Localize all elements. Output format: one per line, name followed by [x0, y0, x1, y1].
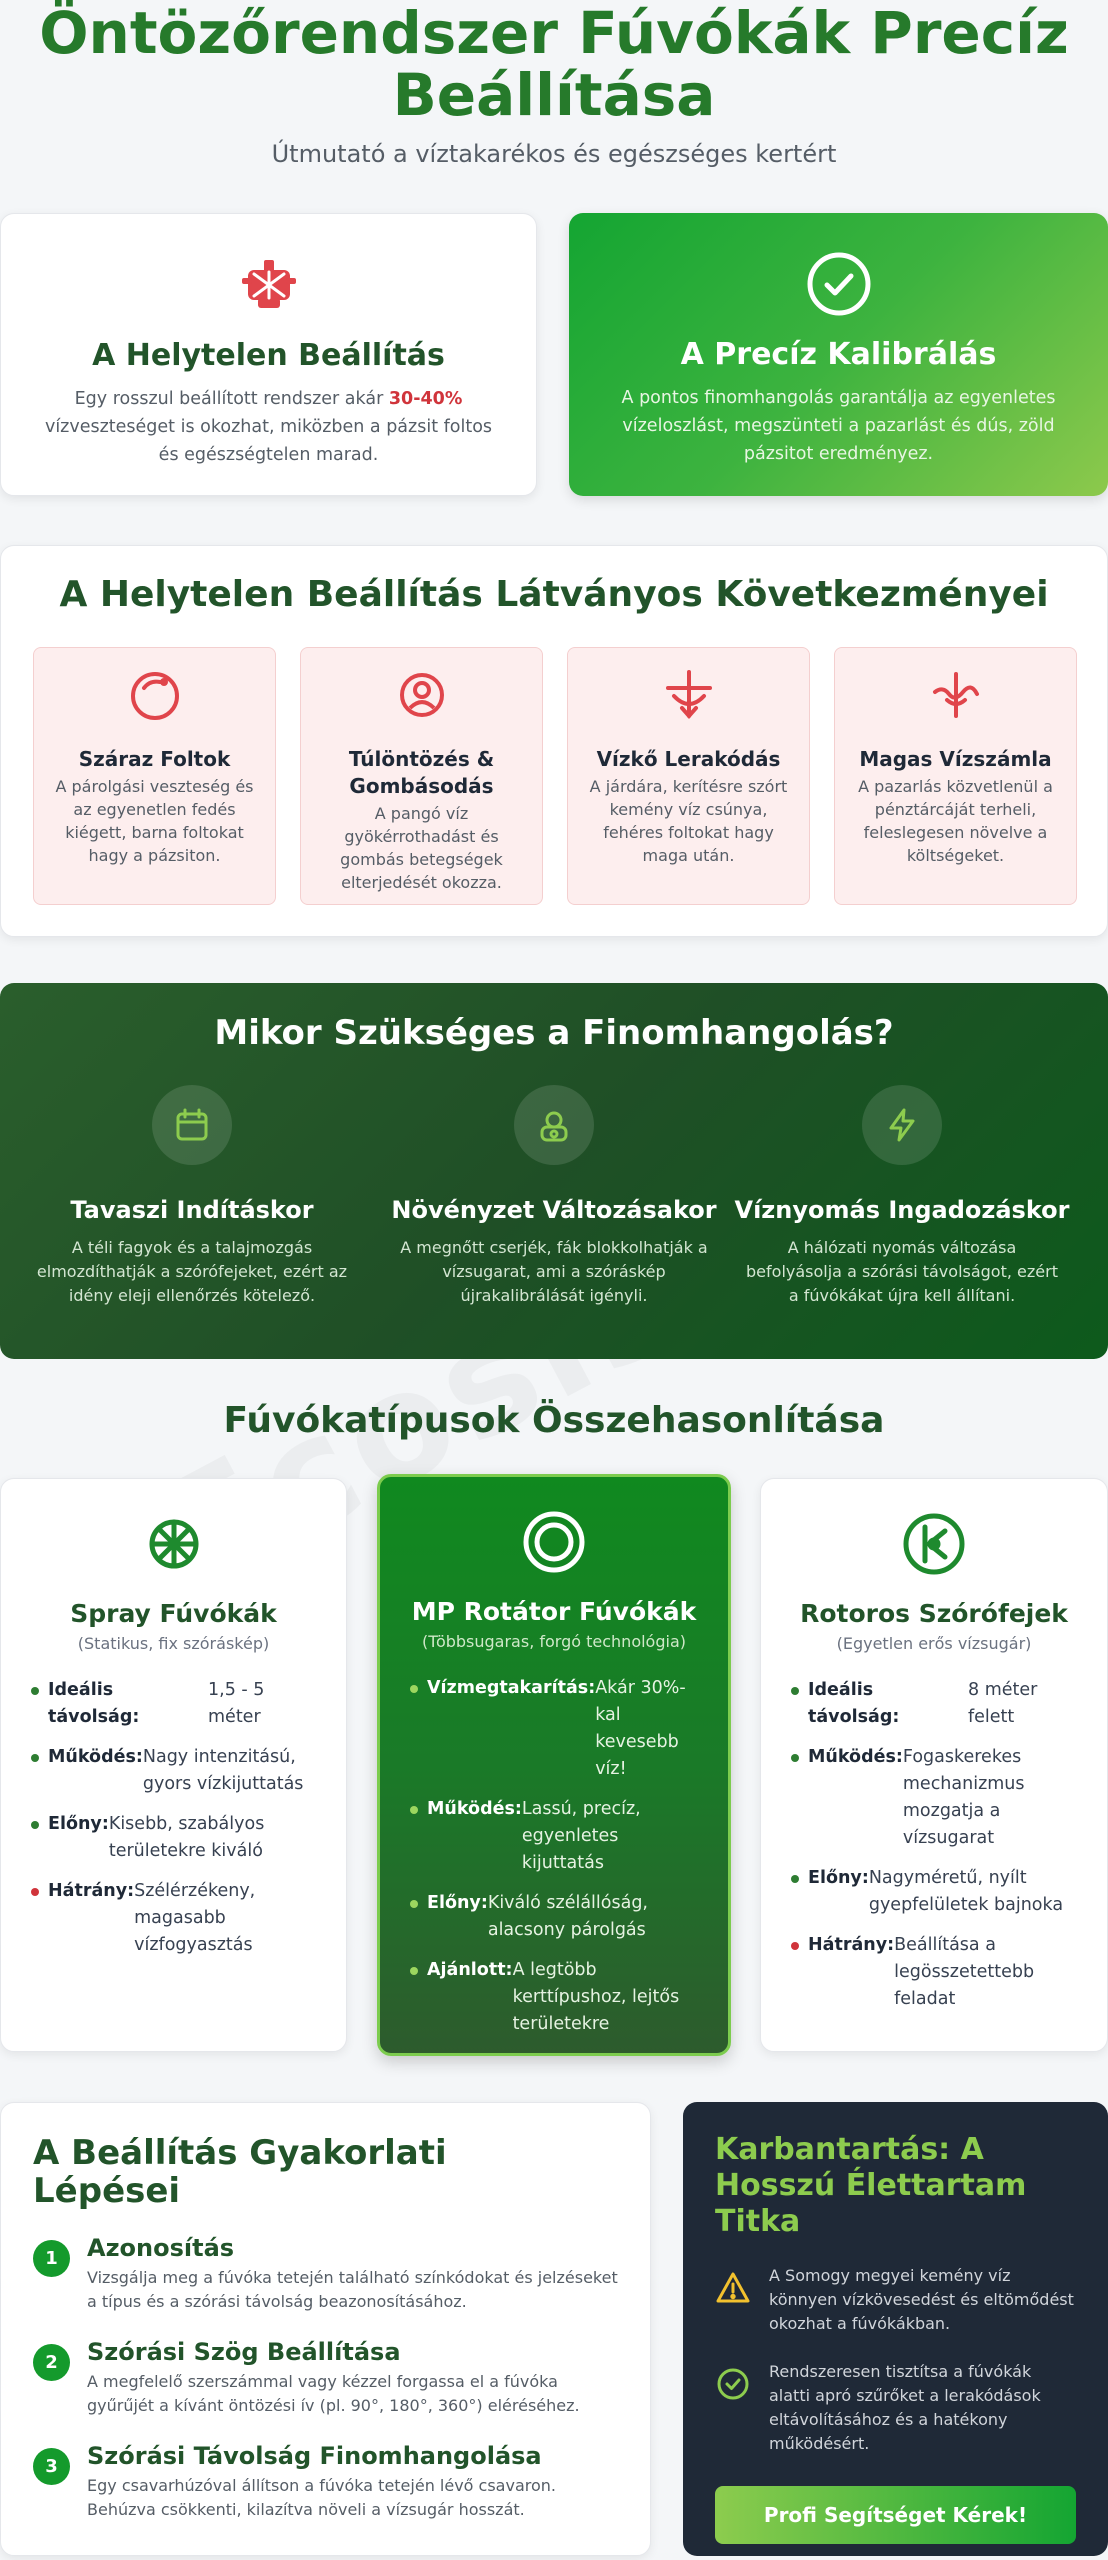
- when-item-text: A téli fagyok és a talajmozgás elmozdíthatják a szórófejeket, ezért az idény eleji ellenőrzés kötelező.: [36, 1238, 348, 1305]
- check-circle-icon: [715, 2366, 751, 2402]
- type-card-rotor: [760, 1478, 1108, 2052]
- step-text: Egy csavarhúzóval állítson a fúvóka tetején lévő csavaron. Behúzva csökkenti, kilazítva növeli a vízsugár hosszát.: [87, 2476, 556, 2519]
- precise-calibration-text: A pontos finomhangolás garantálja az egyenletes vízeloszlást, megszünteti a pazarlást és dús, zöld pázsitot eredményez.: [621, 388, 1056, 464]
- mp-rotator-icon: [521, 1509, 587, 1575]
- maintenance-title: Karbantartás: A Hosszú Élettartam Titka: [715, 2132, 1027, 2239]
- feature-row: Ideális távolság: 8 méter felett: [791, 1677, 1077, 1731]
- consequence-tile-overwatering: [300, 647, 543, 905]
- loss-percentage: 30-40%: [388, 389, 463, 409]
- consequence-tile-scale: [567, 647, 810, 905]
- step-text: Vizsgálja meg a fúvóka tetején található színkódokat és jelzéseket a típus és a szórási távolság beazonosításához.: [87, 2268, 618, 2311]
- type-subtitle: (Egyetlen erős vízsugár): [836, 1634, 1032, 1653]
- type-features: [410, 1675, 698, 2038]
- rotor-head-icon: [901, 1511, 967, 1577]
- step-number: 1: [33, 2240, 70, 2277]
- feature-row: Előny: Kiváló szélállóság, alacsony párolgás: [410, 1890, 698, 1944]
- feature-row: Működés: Fogaskerekes mechanizmus mozgatja a vízsugarat: [791, 1744, 1077, 1852]
- step-item: [33, 2234, 618, 2314]
- feature-row: Működés: Nagy intenzitású, gyors vízkijuttatás: [31, 1744, 316, 1798]
- step-title: Szórási Szög Beállítása: [87, 2338, 401, 2366]
- type-subtitle: (Statikus, fix szóráskép): [77, 1634, 270, 1653]
- consequences-title: A Helytelen Beállítás Látványos Következményei: [59, 574, 1049, 615]
- dry-spot-icon: [126, 666, 184, 724]
- steps-section: [0, 2102, 651, 2556]
- consequence-text: A pangó víz gyökérrothadást és gombás betegségek elterjedését okozza.: [340, 804, 503, 892]
- bad-setting-text: Egy rosszul beállított rendszer akár 30-40% vízveszteséget is okozhat, miközben a pázsit foltos és egészségtelen marad.: [44, 389, 493, 465]
- step-item: [33, 2442, 618, 2522]
- maintenance-text: Rendszeresen tisztítsa a fúvókák alatti apró szűrőket a lerakódások eltávolításához és a hatékony működésért.: [769, 2362, 1041, 2453]
- step-number: 3: [33, 2448, 70, 2485]
- when-item-title: Tavaszi Indításkor: [70, 1196, 314, 1224]
- consequence-title: Túlöntözés & Gombásodás: [348, 747, 495, 798]
- maintenance-item: [715, 2360, 1076, 2456]
- when-section: [0, 983, 1108, 1359]
- consequence-title: Vízkő Lerakódás: [596, 747, 781, 771]
- feature-row: Ajánlott: A legtöbb kerttípushoz, lejtős területekre: [410, 1957, 698, 2038]
- when-item-title: Víznyomás Ingadozáskor: [734, 1196, 1070, 1224]
- feature-row: Vízmegtakarítás: Akár 30%-kal kevesebb víz!: [410, 1675, 698, 1783]
- maintenance-section: [683, 2102, 1108, 2556]
- money-drain-icon: [927, 666, 985, 724]
- when-item-plants: [384, 1085, 724, 1308]
- when-item-title: Növényzet Változásakor: [391, 1196, 717, 1224]
- step-number: 2: [33, 2344, 70, 2381]
- type-card-mp-rotator: [377, 1474, 731, 2056]
- consequence-text: A járdára, kerítésre szórt kemény víz csúnya, fehéres foltokat hagy maga után.: [589, 777, 788, 865]
- contrast-section: [0, 213, 1108, 496]
- when-item-text: A hálózati nyomás változása befolyásolja a szórási távolságot, ezért a fúvókákat újra kell állítani.: [746, 1238, 1058, 1305]
- consequence-title: Száraz Foltok: [78, 747, 231, 771]
- calendar-icon: [152, 1085, 232, 1165]
- types-title: Fúvókatípusok Összehasonlítása: [223, 1400, 885, 1441]
- type-card-spray: [0, 1478, 347, 2052]
- type-features: [791, 1677, 1077, 2013]
- feature-row: Hátrány: Szélérzékeny, magasabb vízfogyasztás: [31, 1878, 316, 1959]
- feature-row: Ideális távolság: 1,5 - 5 méter: [31, 1677, 316, 1731]
- feature-row: Hátrány: Beállítása a legösszetettebb feladat: [791, 1932, 1077, 2013]
- precise-calibration-title: A Precíz Kalibrálás: [680, 337, 997, 372]
- feature-row: Működés: Lassú, precíz, egyenletes kijuttatás: [410, 1796, 698, 1877]
- type-subtitle: (Többsugaras, forgó technológia): [422, 1632, 686, 1651]
- bad-setting-title: A Helytelen Beállítás: [92, 338, 445, 373]
- type-title: Rotoros Szórófejek: [800, 1599, 1068, 1628]
- check-circle-icon: [806, 251, 872, 317]
- lightning-icon: [862, 1085, 942, 1165]
- precise-calibration-card: [569, 213, 1108, 496]
- page: [0, 0, 1108, 168]
- bad-setting-card: [0, 213, 537, 496]
- steps-title: A Beállítás Gyakorlati Lépései: [33, 2133, 447, 2211]
- type-title: Spray Fúvókák: [70, 1599, 277, 1628]
- consequence-text: A párolgási veszteség és az egyenetlen fedés kiégett, barna foltokat hagy a pázsiton.: [55, 777, 254, 865]
- step-title: Szórási Távolság Finomhangolása: [87, 2442, 542, 2470]
- consequence-title: Magas Vízszámla: [859, 747, 1052, 771]
- request-help-button[interactable]: Profi Segítséget Kérek!: [715, 2486, 1076, 2544]
- page-subtitle: Útmutató a víztakarékos és egészséges kertért: [271, 140, 837, 168]
- when-item-pressure: [732, 1085, 1072, 1308]
- consequence-text: A pazarlás közvetlenül a pénztárcáját terheli, feleslegesen növelve a költségeket.: [858, 777, 1053, 865]
- fungus-icon: [393, 666, 451, 724]
- feature-row: Előny: Kisebb, szabályos területekre kiváló: [31, 1811, 316, 1865]
- maintenance-item: [715, 2264, 1076, 2336]
- warning-icon: [715, 2270, 751, 2306]
- spray-nozzle-icon: [141, 1511, 207, 1577]
- page-title: Öntözőrendszer Fúvókák Precíz Beállítása: [39, 0, 1069, 129]
- type-title: MP Rotátor Fúvókák: [411, 1597, 697, 1626]
- consequence-tile-water-bill: [834, 647, 1077, 905]
- when-item-text: A megnőtt cserjék, fák blokkolhatják a vízsugarat, ami a szóráskép újrakalibrálását igényli.: [400, 1238, 708, 1305]
- consequences-section: [0, 545, 1108, 937]
- plant-growth-icon: [514, 1085, 594, 1165]
- step-item: [33, 2338, 618, 2418]
- step-text: A megfelelő szerszámmal vagy kézzel forgassa el a fúvóka gyűrűjét a kívánt öntözési ív (pl. 90°, 180°, 360°) eléréséhez.: [87, 2372, 580, 2415]
- when-item-spring: [22, 1085, 362, 1308]
- consequence-tile-dry-spots: [33, 647, 276, 905]
- type-features: [31, 1677, 316, 1959]
- feature-row: Előny: Nagyméretű, nyílt gyepfelületek bajnoka: [791, 1865, 1077, 1919]
- when-title: Mikor Szükséges a Finomhangolás?: [214, 1013, 894, 1053]
- scale-deposit-icon: [660, 666, 718, 724]
- maintenance-text: A Somogy megyei kemény víz könnyen vízkövesedést és eltömődést okozhat a fúvókákban.: [769, 2266, 1074, 2333]
- damaged-sprinkler-icon: [236, 252, 302, 318]
- step-title: Azonosítás: [87, 2234, 235, 2262]
